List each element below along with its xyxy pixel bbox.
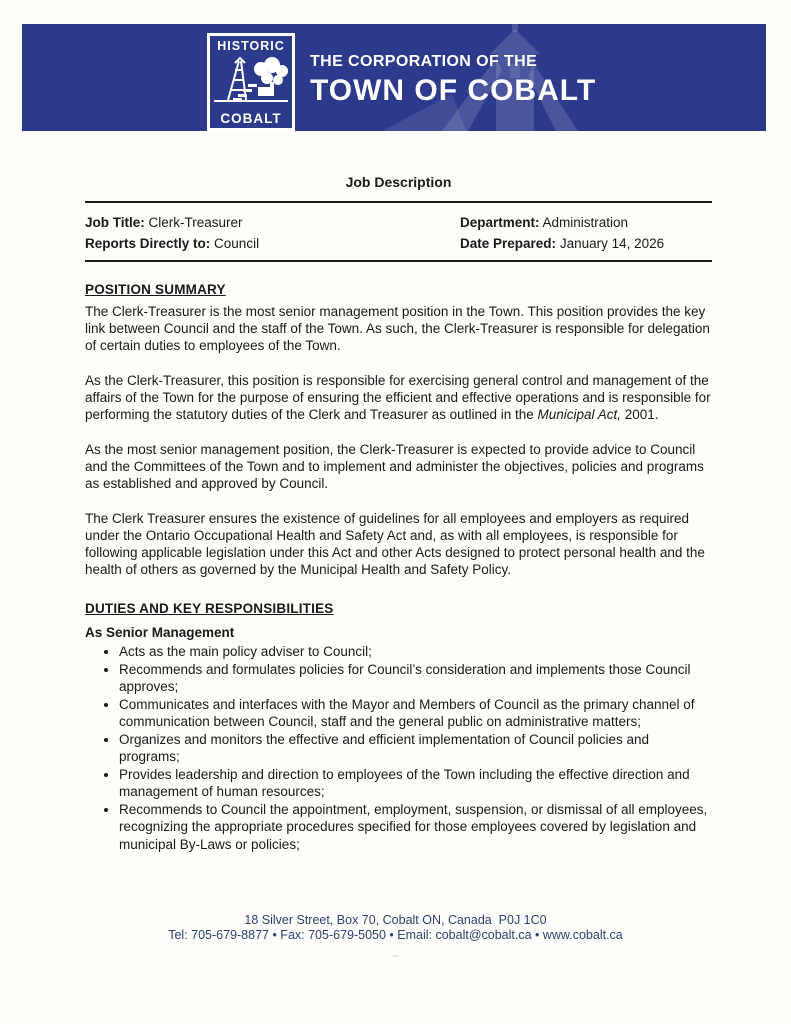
headframe-trees-stairs-icon [212, 54, 290, 106]
position-summary-paragraph-4: The Clerk Treasurer ensures the existence of guidelines for all employees and employers as required under the Ontario Occupational Health and Safety Act and, as with all employees, is responsible for following applicable legislation under this Act and other Acts designed to protect personal health and the health of others as governed by the Municipal Health and Safety Policy. [85, 511, 705, 577]
brand-text-block [310, 53, 596, 108]
date-prepared-label: Date Prepared: [460, 236, 557, 251]
duty-item: • Provides leadership and direction to employees of the Town including the effective direction and management of human resources; [119, 766, 712, 801]
job-meta-table [85, 212, 712, 254]
document-body [85, 174, 712, 853]
letterhead-banner [22, 24, 766, 131]
footer-contact: Tel: 705-679-8877 • Fax: 705-679-5050 • Email: cobalt@cobalt.ca • www.cobalt.ca [168, 928, 623, 942]
divider-top [85, 201, 712, 203]
municipal-act-italic: Municipal Act, [537, 407, 622, 422]
duties-heading: DUTIES AND KEY RESPONSIBILITIES [85, 601, 334, 616]
duty-item: • Recommends and formulates policies for Council’s consideration and implements those Council approves; [119, 661, 712, 696]
reports-to-value: Council [214, 236, 260, 251]
position-summary-paragraph-2 [85, 372, 712, 423]
logo-top-label: HISTORIC [217, 39, 285, 53]
duty-item: • Communicates and interfaces with the Mayor and Members of Council as the primary channel of communication between Council, staff and the general public on administrative matters; [119, 696, 712, 731]
department-label: Department: [460, 215, 540, 230]
paragraph-2-text: As the Clerk-Treasurer, this position is responsible for exercising general control and management of the affairs of the Town for the purpose of ensuring the efficient and effective operations and is responsible for performing the statutory duties of the Clerk and Treasurer as outlined in the [85, 373, 711, 422]
logo-bottom-label: COBALT [220, 111, 282, 126]
paragraph-2-tail: 2001. [621, 407, 659, 422]
meta-right-column [460, 212, 712, 254]
divider-bottom [85, 260, 712, 262]
duty-item: • Recommends to Council the appointment, employment, suspension, or dismissal of all employees, recognizing the appropriate procedures specified for those employees covered by legislation and municipal By-Laws or policies; [119, 801, 712, 854]
meta-left-column [85, 212, 460, 254]
position-summary-heading: POSITION SUMMARY [85, 282, 226, 297]
position-summary-paragraph-3: As the most senior management position, the Clerk-Treasurer is expected to provide advice to Council and the Committees of the Town and to implement and administer the objectives, policies and programs as established and approved by Council. [85, 442, 704, 491]
brand-line2: TOWN OF COBALT [310, 74, 597, 107]
page-mark: – [392, 950, 399, 962]
duty-item: • Acts as the main policy adviser to Council; [119, 643, 712, 661]
job-title-value: Clerk-Treasurer [148, 215, 243, 230]
position-summary-paragraph-1: The Clerk-Treasurer is the most senior management position in the Town. This position provides the key link between Council and the staff of the Town. As such, the Clerk-Treasurer is responsible for delegation of certain duties to employees of the Town. [85, 304, 710, 353]
date-prepared-row [460, 233, 712, 254]
date-prepared-value: January 14, 2026 [559, 236, 665, 251]
footer-address: 18 Silver Street, Box 70, Cobalt ON, Canada P0J 1C0 [244, 913, 547, 927]
letterhead-footer [0, 913, 791, 943]
senior-management-subheading: As Senior Management [85, 625, 235, 640]
job-title-row [85, 212, 460, 233]
duties-bullet-list [85, 643, 712, 853]
department-value: Administration [542, 215, 629, 230]
brand-line1: THE CORPORATION OF THE [310, 53, 538, 70]
historic-cobalt-logo [207, 33, 295, 131]
department-row [460, 212, 712, 233]
job-title-label: Job Title: [85, 215, 145, 230]
reports-to-label: Reports Directly to: [85, 236, 211, 251]
reports-to-row [85, 233, 460, 254]
duty-item: • Organizes and monitors the effective and efficient implementation of Council policies and programs; [119, 731, 712, 766]
document-title: Job Description [345, 174, 452, 190]
